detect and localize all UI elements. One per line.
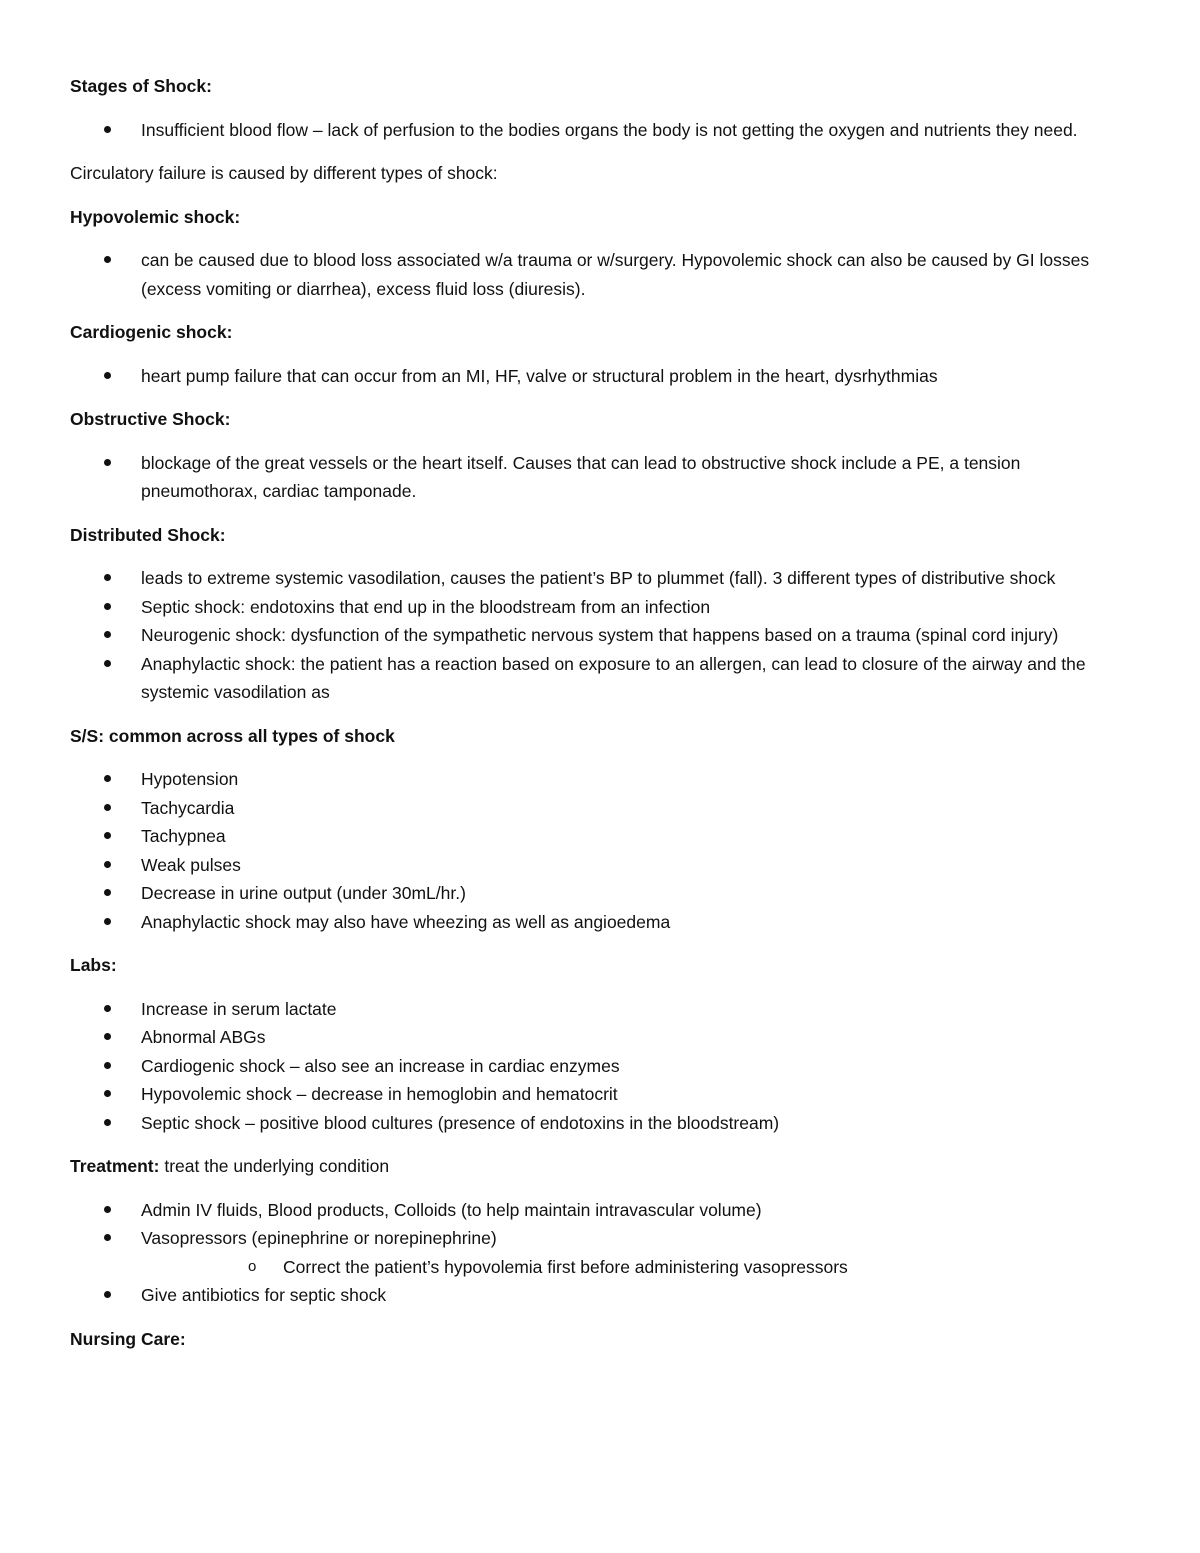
list-item-text: Neurogenic shock: dysfunction of the sympathetic nervous system that happens based on a trauma (spinal cord injury) — [141, 625, 1059, 645]
list-item — [70, 1224, 1132, 1281]
list-item-text: Insufficient blood flow – lack of perfusion to the bodies organs the body is not getting the oxygen and nutrients they need. — [141, 119, 1078, 140]
list-item — [70, 1023, 1132, 1052]
list-item-text: Tachypnea — [141, 826, 226, 846]
bullet-icon — [104, 1234, 111, 1241]
list-item-text: blockage of the great vessels or the heart itself. Causes that can lead to obstructive shock include a PE, a tension pneumothorax, cardiac tamponade. — [141, 452, 1021, 501]
list-item-text: Tachycardia — [141, 797, 235, 818]
document-page — [70, 72, 1132, 1368]
list-item — [70, 362, 1132, 391]
list-item — [70, 995, 1132, 1024]
bullet-icon — [104, 1062, 111, 1069]
list-item-text: Hypovolemic shock – decrease in hemoglobin and hematocrit — [141, 1084, 618, 1104]
bullet-icon — [104, 861, 111, 868]
bullet-list — [70, 449, 1132, 506]
bullet-icon — [104, 1033, 111, 1040]
bullet-icon — [104, 1090, 111, 1097]
bullet-icon — [104, 1005, 111, 1012]
list-item — [70, 1281, 1132, 1310]
bullet-icon — [104, 804, 111, 811]
list-item-text: Increase in serum lactate — [141, 998, 337, 1019]
bullet-icon — [104, 832, 111, 839]
list-item-text: Abnormal ABGs — [141, 1027, 266, 1047]
section-heading-hypovolemic-shock — [70, 203, 1132, 232]
bullet-icon — [104, 631, 111, 638]
heading-text: Labs: — [70, 955, 117, 975]
list-item — [70, 650, 1132, 707]
bullet-icon — [104, 459, 111, 466]
section-heading-cardiogenic-shock — [70, 318, 1132, 347]
list-item — [70, 908, 1132, 937]
heading-text: Treatment: — [70, 1156, 160, 1176]
section-heading-labs — [70, 951, 1132, 980]
list-item — [70, 246, 1132, 303]
section-heading-s-s-common-across-all-types-of-shock — [70, 722, 1132, 751]
list-item-text: Septic shock: endotoxins that end up in the bloodstream from an infection — [141, 596, 711, 617]
sub-list-item-text: Correct the patient’s hypovolemia first before administering vasopressors — [283, 1256, 848, 1277]
section-heading-treatment — [70, 1152, 1132, 1181]
list-item-text: Hypotension — [141, 769, 239, 789]
list-item — [70, 593, 1132, 622]
list-item-text: Admin IV fluids, Blood products, Colloids (to help maintain intravascular volume) — [141, 1199, 762, 1220]
list-item — [70, 1080, 1132, 1109]
list-item-text: can be caused due to blood loss associated w/a trauma or w/surgery. Hypovolemic shock can also be caused by GI losses (excess vomiting or diarrhea), excess fluid loss (diuresis). — [141, 250, 1090, 299]
bullet-icon — [104, 256, 111, 263]
section-heading-nursing-care — [70, 1325, 1132, 1354]
bullet-list — [70, 995, 1132, 1138]
list-item — [70, 1196, 1132, 1225]
list-item — [70, 621, 1132, 650]
list-item-text: Anaphylactic shock may also have wheezing as well as angioedema — [141, 911, 671, 932]
heading-text: Stages of Shock: — [70, 76, 212, 96]
heading-text: Cardiogenic shock: — [70, 322, 233, 342]
heading-text: Distributed Shock: — [70, 524, 226, 545]
bullet-icon — [104, 603, 111, 610]
list-item-text: Weak pulses — [141, 854, 241, 875]
circle-bullet-icon: o — [248, 1257, 257, 1275]
list-item — [70, 449, 1132, 506]
list-item-text: Septic shock – positive blood cultures (presence of endotoxins in the bloodstream) — [141, 1112, 780, 1133]
bullet-icon — [104, 889, 111, 896]
list-item — [70, 116, 1132, 145]
bullet-list — [70, 362, 1132, 391]
list-item-text: leads to extreme systemic vasodilation, causes the patient’s BP to plummet (fall). 3 different types of distributive shock — [141, 568, 1056, 588]
bullet-list — [70, 246, 1132, 303]
list-item-text: heart pump failure that can occur from an MI, HF, valve or structural problem in the heart, dysrhythmias — [141, 365, 938, 386]
bullet-icon — [104, 918, 111, 925]
paragraph-text: treat the underlying condition — [159, 1156, 390, 1176]
bullet-icon — [104, 660, 111, 667]
bullet-icon — [104, 775, 111, 782]
list-item-text: Vasopressors (epinephrine or norepinephrine) — [141, 1228, 497, 1248]
bullet-list — [70, 564, 1132, 707]
bullet-icon — [104, 372, 111, 379]
bullet-icon — [104, 574, 111, 581]
heading-text: S/S: common across all types of shock — [70, 725, 395, 746]
heading-text: Hypovolemic shock: — [70, 206, 241, 227]
list-item-text: Give antibiotics for septic shock — [141, 1285, 387, 1305]
sub-list-item — [141, 1253, 1132, 1282]
bullet-icon — [104, 1119, 111, 1126]
list-item — [70, 879, 1132, 908]
list-item — [70, 822, 1132, 851]
list-item — [70, 765, 1132, 794]
list-item-text: Cardiogenic shock – also see an increase in cardiac enzymes — [141, 1055, 620, 1076]
list-item — [70, 564, 1132, 593]
section-heading-stages-of-shock — [70, 72, 1132, 101]
list-item — [70, 851, 1132, 880]
bullet-icon — [104, 126, 111, 133]
list-item-text: Anaphylactic shock: the patient has a reaction based on exposure to an allergen, can lead to closure of the airway and the systemic vasodilation as — [141, 653, 1086, 702]
section-heading-distributed-shock — [70, 521, 1132, 550]
list-item — [70, 1052, 1132, 1081]
bullet-list — [70, 765, 1132, 936]
list-item-text: Decrease in urine output (under 30mL/hr.) — [141, 883, 466, 903]
sub-list — [141, 1253, 1132, 1282]
bullet-icon — [104, 1206, 111, 1213]
list-item — [70, 794, 1132, 823]
bullet-list — [70, 1196, 1132, 1310]
paragraph — [70, 159, 1132, 188]
section-heading-obstructive-shock — [70, 405, 1132, 434]
heading-text: Obstructive Shock: — [70, 409, 231, 429]
list-item — [70, 1109, 1132, 1138]
bullet-list — [70, 116, 1132, 145]
heading-text: Nursing Care: — [70, 1328, 186, 1349]
paragraph-text: Circulatory failure is caused by different types of shock: — [70, 163, 498, 183]
bullet-icon — [104, 1291, 111, 1298]
